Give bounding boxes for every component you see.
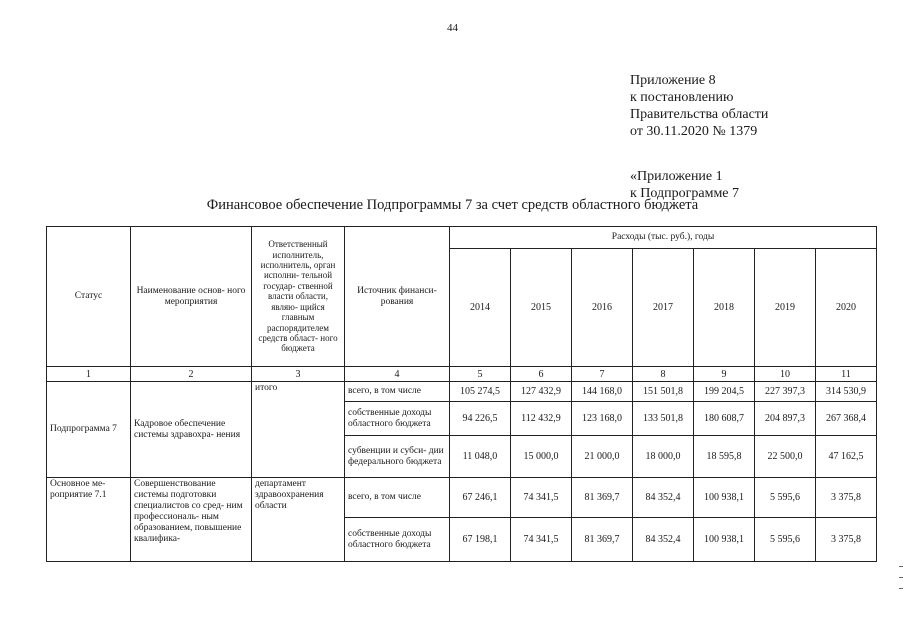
value-cell: 84 352,4	[633, 478, 694, 518]
column-number: 7	[572, 367, 633, 382]
value-cell: 18 595,8	[694, 436, 755, 478]
value-cell: 267 368,4	[816, 402, 877, 436]
header-year-2020: 2020	[816, 249, 877, 367]
measure-name: Совершенствование системы подготовки специалистов со сред- ним профессиональ- ным образованием, повышение квалифика-	[131, 478, 252, 562]
header-status: Статус	[47, 227, 131, 367]
funding-source: собственные доходы областного бюджета	[345, 518, 450, 562]
header-year-2018: 2018	[694, 249, 755, 367]
value-cell: 100 938,1	[694, 518, 755, 562]
column-number: 6	[511, 367, 572, 382]
header-year-2017: 2017	[633, 249, 694, 367]
document-title: Финансовое обеспечение Подпрограммы 7 за счет средств областного бюджета	[206, 197, 699, 213]
value-cell: 3 375,8	[816, 478, 877, 518]
appendix-block	[630, 72, 768, 140]
funding-source: всего, в том числе	[345, 382, 450, 402]
funding-source: субвенции и субси- дии федерального бюджета	[345, 436, 450, 478]
value-cell: 67 246,1	[450, 478, 511, 518]
header-executor: Ответственный исполнитель, исполнитель, орган исполни- тельной государ- ственной власти области, являю- щийся главным распорядителем средств област- ного бюджета	[252, 227, 345, 367]
value-cell: 127 432,9	[511, 382, 572, 402]
column-number: 5	[450, 367, 511, 382]
value-cell: 47 162,5	[816, 436, 877, 478]
page-number: 44	[447, 22, 458, 34]
value-cell: 112 432,9	[511, 402, 572, 436]
column-number: 9	[694, 367, 755, 382]
measure-status: Основное ме- роприятие 7.1	[47, 478, 131, 562]
subprogram-name: Кадровое обеспечение системы здравохра- нения	[131, 382, 252, 478]
appendix-subprogram-line: к Подпрограмме 7	[630, 186, 740, 201]
scan-margin-mark	[899, 577, 903, 578]
table-row	[47, 478, 877, 518]
value-cell: 123 168,0	[572, 402, 633, 436]
appendix-line: Приложение 8	[630, 73, 716, 88]
value-cell: 199 204,5	[694, 382, 755, 402]
value-cell: 100 938,1	[694, 478, 755, 518]
scan-margin-mark	[899, 566, 903, 567]
column-number: 2	[131, 367, 252, 382]
appendix-line: к постановлению	[630, 90, 734, 105]
value-cell: 204 897,3	[755, 402, 816, 436]
financing-table	[46, 226, 877, 562]
column-number: 3	[252, 367, 345, 382]
funding-source: собственные доходы областного бюджета	[345, 402, 450, 436]
value-cell: 3 375,8	[816, 518, 877, 562]
appendix-line: Правительства области	[630, 107, 769, 122]
value-cell: 151 501,8	[633, 382, 694, 402]
value-cell: 15 000,0	[511, 436, 572, 478]
table-row	[47, 382, 877, 402]
header-expenses: Расходы (тыс. руб.), годы	[450, 227, 877, 249]
appendix-subprogram-line: «Приложение 1	[630, 169, 723, 184]
scan-margin-mark	[899, 588, 903, 589]
value-cell: 105 274,5	[450, 382, 511, 402]
funding-source: всего, в том числе	[345, 478, 450, 518]
appendix-line: от 30.11.2020 № 1379	[630, 124, 758, 139]
column-number: 11	[816, 367, 877, 382]
header-measure-name: Наименование основ- ного мероприятия	[131, 227, 252, 367]
value-cell: 144 168,0	[572, 382, 633, 402]
value-cell: 314 530,9	[816, 382, 877, 402]
value-cell: 22 500,0	[755, 436, 816, 478]
value-cell: 84 352,4	[633, 518, 694, 562]
subprogram-executor: итого	[252, 382, 345, 478]
value-cell: 133 501,8	[633, 402, 694, 436]
value-cell: 74 341,5	[511, 518, 572, 562]
value-cell: 227 397,3	[755, 382, 816, 402]
column-number: 4	[345, 367, 450, 382]
value-cell: 74 341,5	[511, 478, 572, 518]
column-number: 10	[755, 367, 816, 382]
value-cell: 180 608,7	[694, 402, 755, 436]
column-number-row	[47, 367, 877, 382]
column-number: 8	[633, 367, 694, 382]
value-cell: 11 048,0	[450, 436, 511, 478]
value-cell: 81 369,7	[572, 518, 633, 562]
value-cell: 21 000,0	[572, 436, 633, 478]
value-cell: 94 226,5	[450, 402, 511, 436]
header-year-2019: 2019	[755, 249, 816, 367]
value-cell: 81 369,7	[572, 478, 633, 518]
header-funding-source: Источник финанси- рования	[345, 227, 450, 367]
header-year-2015: 2015	[511, 249, 572, 367]
value-cell: 67 198,1	[450, 518, 511, 562]
header-year-2014: 2014	[450, 249, 511, 367]
header-year-2016: 2016	[572, 249, 633, 367]
subprogram-status: Подпрограмма 7	[47, 382, 131, 478]
value-cell: 5 595,6	[755, 518, 816, 562]
column-number: 1	[47, 367, 131, 382]
value-cell: 5 595,6	[755, 478, 816, 518]
measure-executor: департамент здравоохранения области	[252, 478, 345, 562]
value-cell: 18 000,0	[633, 436, 694, 478]
